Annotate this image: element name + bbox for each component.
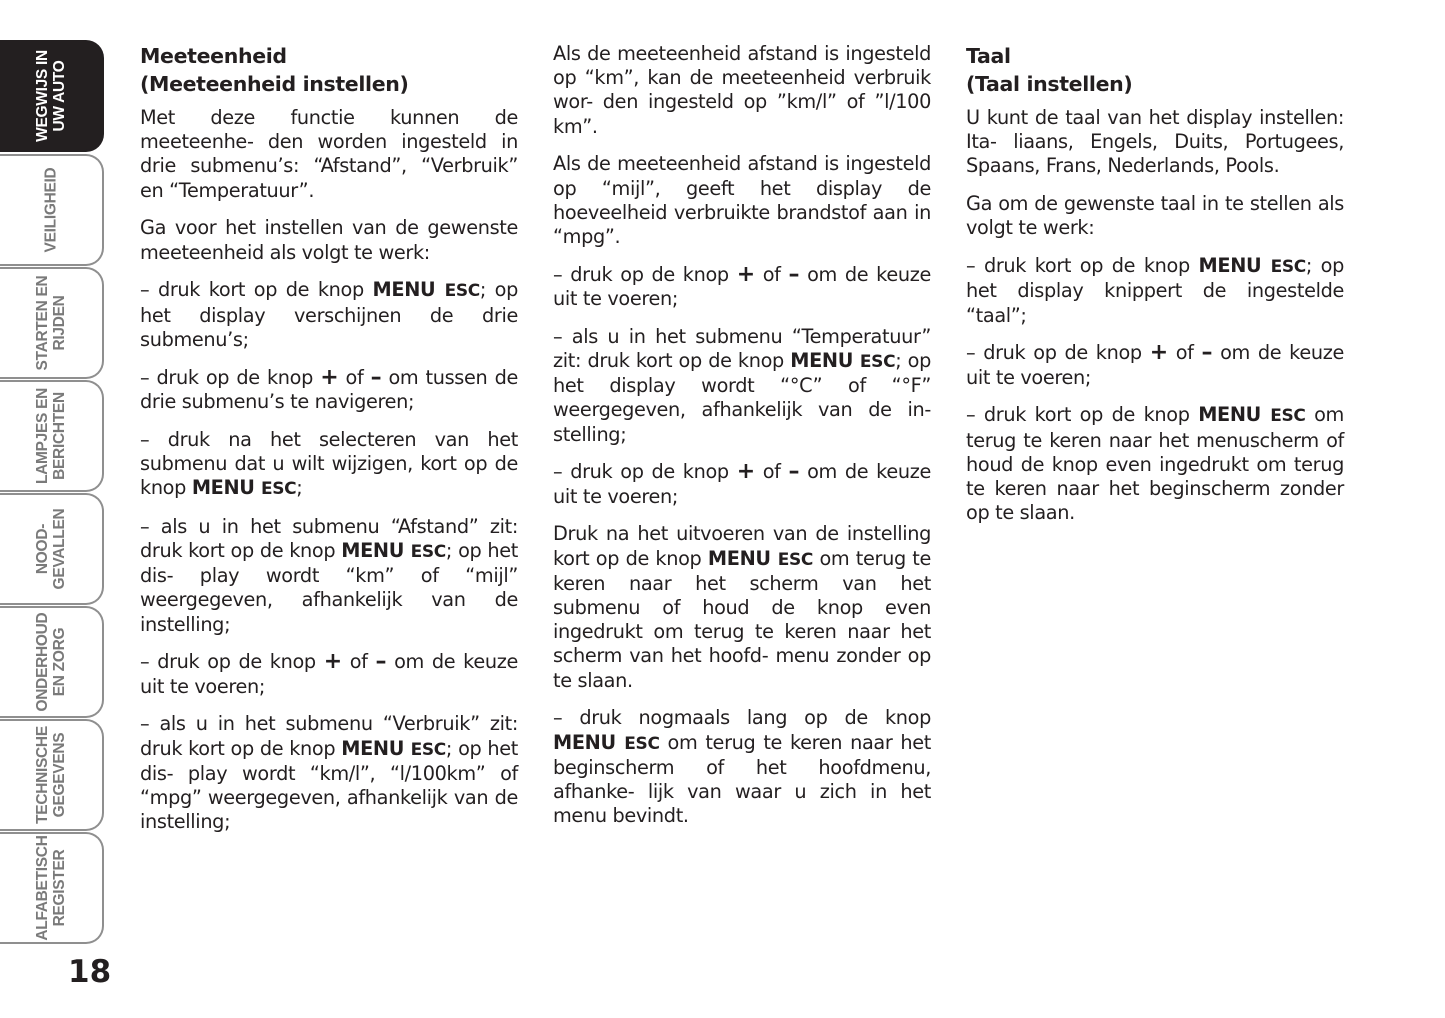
paragraph: – druk kort op de knop MENU ESC; op het display verschijnen de drie submenu’s; <box>140 278 519 351</box>
menu-esc-key: MENU ESC <box>790 349 896 373</box>
paragraph: – druk op de knop + of – om de keuze uit te voeren; <box>553 261 931 311</box>
paragraph: U kunt de taal van het display instellen: Ita- liaans, Engels, Duits, Portugees, Spaans, Frans, Nederlands, Pools. <box>966 106 1344 178</box>
paragraph: – druk nogmaals lang op de knop MENU ESC om terug te keren naar het beginscherm of het hoofdmenu, afhanke- lijk van waar u zich in het menu bevindt. <box>553 706 932 828</box>
column-taal <box>966 42 1344 539</box>
page-number: 18 <box>68 954 112 990</box>
menu-esc-key: MENU ESC <box>1198 254 1306 278</box>
tab-technische-gegevens[interactable] <box>0 719 104 831</box>
tab-label: ONDERHOUD EN ZORG <box>34 612 68 712</box>
paragraph: Druk na het uitvoeren van de instelling kort op de knop MENU ESC om terug te keren naar het scherm van het submenu of houd de knop even ingedrukt om terug te keren naar het scherm van het hoofd- menu zonder op te slaan. <box>553 522 931 692</box>
tab-label: NOOD- GEVALLEN <box>34 508 68 590</box>
paragraph: – druk op de knop + of – om de keuze uit te voeren; <box>553 459 931 508</box>
tab-onderhoud-en-zorg[interactable] <box>0 606 104 718</box>
tab-label: ALFABETISCH REGISTER <box>34 835 68 941</box>
paragraph: – druk op de knop + of – om de keuze uit te voeren; <box>966 340 1344 389</box>
column-meeteenheid <box>140 42 518 848</box>
paragraph: Als de meeteenheid afstand is ingesteld op “mijl”, geeft het display de hoeveelheid verbruikte brandstof aan in “mpg”. <box>553 152 931 249</box>
menu-esc-key: MENU ESC <box>341 539 446 563</box>
minus-key: – <box>788 459 800 485</box>
paragraph: – druk kort op de knop MENU ESC om terug te keren naar het menuscherm of houd de knop even ingedrukt om terug te keren naar het beginscherm zonder op te slaan. <box>966 403 1344 525</box>
plus-key: + <box>1149 340 1168 366</box>
section-tabs <box>0 40 105 948</box>
tab-wegwijs-in-uw-auto[interactable] <box>0 40 104 152</box>
paragraph: Ga om de gewenste taal in te stellen als volgt te werk: <box>966 192 1344 240</box>
minus-key: – <box>370 364 382 390</box>
menu-esc-key: MENU ESC <box>191 476 297 500</box>
tab-label: VEILIGHEID <box>42 167 60 253</box>
tab-label: WEGWIJS IN UW AUTO <box>34 50 68 142</box>
plus-key: + <box>736 459 755 485</box>
column-meeteenheid-vervolg <box>553 42 931 842</box>
tab-label: TECHNISCHE GEGEVENS <box>34 726 68 824</box>
paragraph: Als de meeteenheid afstand is ingesteld op “km”, kan de meeteenheid verbruik wor- den ingesteld op ”km/l” of ”l/100 km”. <box>553 42 931 138</box>
plus-key: + <box>320 364 339 390</box>
paragraph: – als u in het submenu “Verbruik” zit: druk kort op de knop MENU ESC; op het dis- play wordt “km/l”, “l/100km” of “mpg” weergegeven, afhankelijk van de instelling; <box>140 712 518 834</box>
menu-esc-key: MENU ESC <box>341 736 446 760</box>
paragraph: – druk op de knop + of – om tussen de drie submenu’s te navigeren; <box>140 364 518 413</box>
paragraph: Met deze functie kunnen de meeteenhe- den worden ingesteld in drie submenu’s: “Afstand”, “Verbruik” en “Temperatuur”. <box>140 106 518 202</box>
paragraph: – druk kort op de knop MENU ESC; op het display knippert de ingestelde “taal”; <box>966 254 1345 327</box>
tab-label: STARTEN EN RIJDEN <box>34 275 68 371</box>
paragraph: – als u in het submenu “Temperatuur” zit: druk kort op de knop MENU ESC; op het display wordt “°C” of “°F” weergegeven, afhankelijk van de in- stelling; <box>553 324 931 446</box>
paragraph: – druk op de knop + of – om de keuze uit te voeren; <box>140 649 518 698</box>
section-heading: Meeteenheid (Meeteenheid instellen) <box>140 44 409 96</box>
paragraph: Ga voor het instellen van de gewenste meeteenheid als volgt te werk: <box>140 216 518 264</box>
section-heading: Taal (Taal instellen) <box>966 44 1133 96</box>
tab-label: LAMPJES EN BERICHTEN <box>34 387 68 485</box>
paragraph: – druk na het selecteren van het submenu dat u wilt wijzigen, kort op de knop MENU ESC; <box>140 427 518 500</box>
minus-key: – <box>375 649 387 675</box>
menu-esc-key: MENU ESC <box>372 278 480 302</box>
minus-key: – <box>788 261 800 287</box>
tab-alfabetisch-register[interactable] <box>0 832 104 944</box>
menu-esc-key: MENU ESC <box>707 546 813 570</box>
tab-starten-en-rijden[interactable] <box>0 267 104 379</box>
plus-key: + <box>736 261 755 287</box>
tab-lampjes-en-berichten[interactable] <box>0 380 104 492</box>
tab-noodgevallen[interactable] <box>0 493 104 605</box>
menu-esc-key: MENU ESC <box>553 730 660 754</box>
paragraph: – als u in het submenu “Afstand” zit: druk kort op de knop MENU ESC; op het dis- play wordt “km” of “mijl” weergegeven, afhankelijk van de instelling; <box>140 514 518 636</box>
plus-key: + <box>323 649 342 675</box>
menu-esc-key: MENU ESC <box>1198 403 1306 427</box>
tab-veiligheid[interactable] <box>0 154 104 266</box>
minus-key: – <box>1201 340 1213 366</box>
